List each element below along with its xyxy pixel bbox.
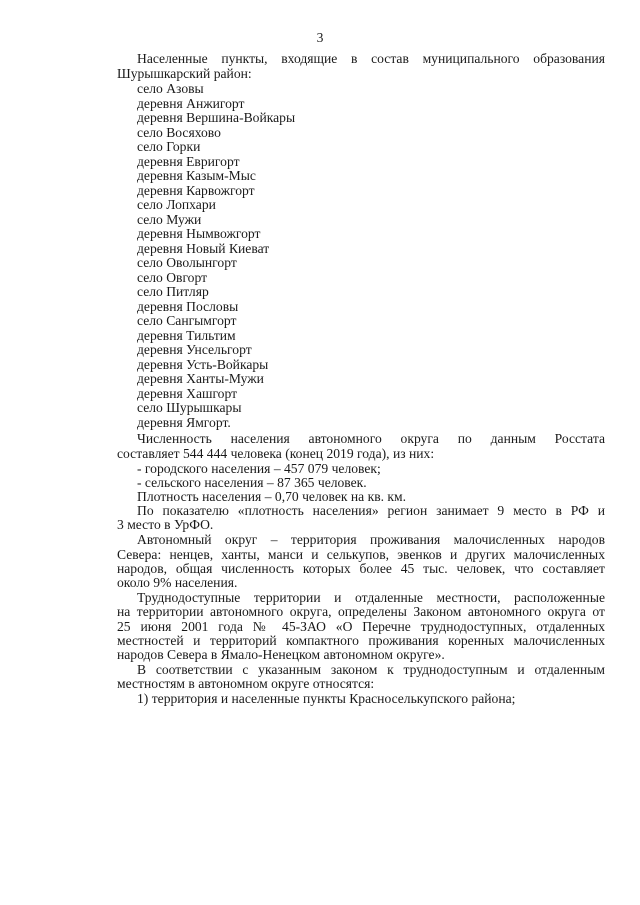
- rural-population: - сельского населения – 87 365 человек.: [137, 475, 367, 490]
- settlement-item: деревня Карвожгорт: [137, 182, 255, 198]
- indigenous-line-1: Автономный округ – территория проживания малочисленных народов: [137, 532, 605, 547]
- density-rank-line-1: По показателю «плотность населения» регион занимает 9 место в РФ и: [137, 503, 605, 518]
- per-law-line-1: В соответствии с указанным законом к труднодоступным и отдаленным: [137, 662, 605, 677]
- settlement-item: село Шурышкары: [137, 400, 242, 416]
- settlement-item: деревня Хашгорт: [137, 385, 238, 401]
- settlement-item: деревня Нымвожгорт: [137, 226, 261, 242]
- settlement-item: село Лопхари: [137, 197, 216, 213]
- remote-line-3: 25 июня 2001 года № 45-ЗАО «О Перечне труднодоступных, отдаленных: [117, 619, 605, 634]
- remote-line-5: народов Севера в Ямало-Ненецком автономном округе».: [117, 647, 445, 662]
- settlement-item: деревня Казым-Мыс: [137, 168, 256, 184]
- settlement-item: село Питляр: [137, 284, 209, 300]
- settlement-item: деревня Евригорт: [137, 153, 240, 169]
- settlement-item: село Оволынгорт: [137, 255, 237, 271]
- settlement-item: село Овгорт: [137, 269, 208, 285]
- indigenous-line-4: около 9% населения.: [117, 575, 238, 590]
- per-law-line-2: местностям в автономном округе относятся:: [117, 676, 375, 691]
- indigenous-line-2: Севера: ненцев, ханты, манси и селькупов, эвенков и других малочисленных: [117, 547, 605, 562]
- settlement-item: деревня Вершина-Войкары: [137, 110, 296, 125]
- urban-population: - городского населения – 457 079 человек;: [137, 461, 381, 476]
- settlement-item: деревня Усть-Войкары: [137, 356, 269, 372]
- settlement-item: село Восяхово: [137, 124, 221, 140]
- population-density: Плотность населения – 0,70 человек на кв. км.: [137, 489, 407, 504]
- population-line-1: Численность населения автономного округа по данным Росстата: [137, 431, 605, 446]
- intro-line-1: Населенные пункты, входящие в состав муниципального образования: [137, 51, 605, 66]
- settlement-item: село Мужи: [137, 211, 202, 227]
- settlement-item: село Горки: [137, 139, 201, 155]
- indigenous-line-3: народов, общая численность которых более 45 тыс. человек, что составляет: [117, 561, 605, 576]
- settlement-item: село Сангымгорт: [137, 313, 237, 329]
- settlement-item: деревня Пословы: [137, 298, 239, 314]
- remote-line-1: Труднодоступные территории и отдаленные местности, расположенные: [137, 590, 605, 605]
- settlement-item: деревня Ямгорт.: [137, 415, 231, 430]
- settlement-item: село Азовы: [137, 81, 204, 96]
- remote-line-4: местностей и территорий компактного проживания коренных малочисленных: [117, 633, 605, 648]
- population-line-2: составляет 544 444 человека (конец 2019 года), из них:: [117, 446, 435, 461]
- page-number: 3: [316, 30, 324, 45]
- per-law-item-1: 1) территория и населенные пункты Красноселькупского района;: [137, 691, 516, 706]
- settlement-item: деревня Анжигорт: [137, 95, 245, 111]
- settlement-item: деревня Новый Киеват: [137, 240, 270, 256]
- settlement-item: деревня Унсельгорт: [137, 342, 252, 358]
- settlement-item: деревня Ханты-Мужи: [137, 371, 264, 387]
- remote-line-2: на территории автономного округа, определены Законом автономного округа от: [117, 604, 605, 619]
- intro-line-2: Шурышкарский район:: [117, 66, 252, 81]
- settlement-item: деревня Тильтим: [137, 327, 236, 343]
- density-rank-line-2: 3 место в УрФО.: [117, 517, 214, 532]
